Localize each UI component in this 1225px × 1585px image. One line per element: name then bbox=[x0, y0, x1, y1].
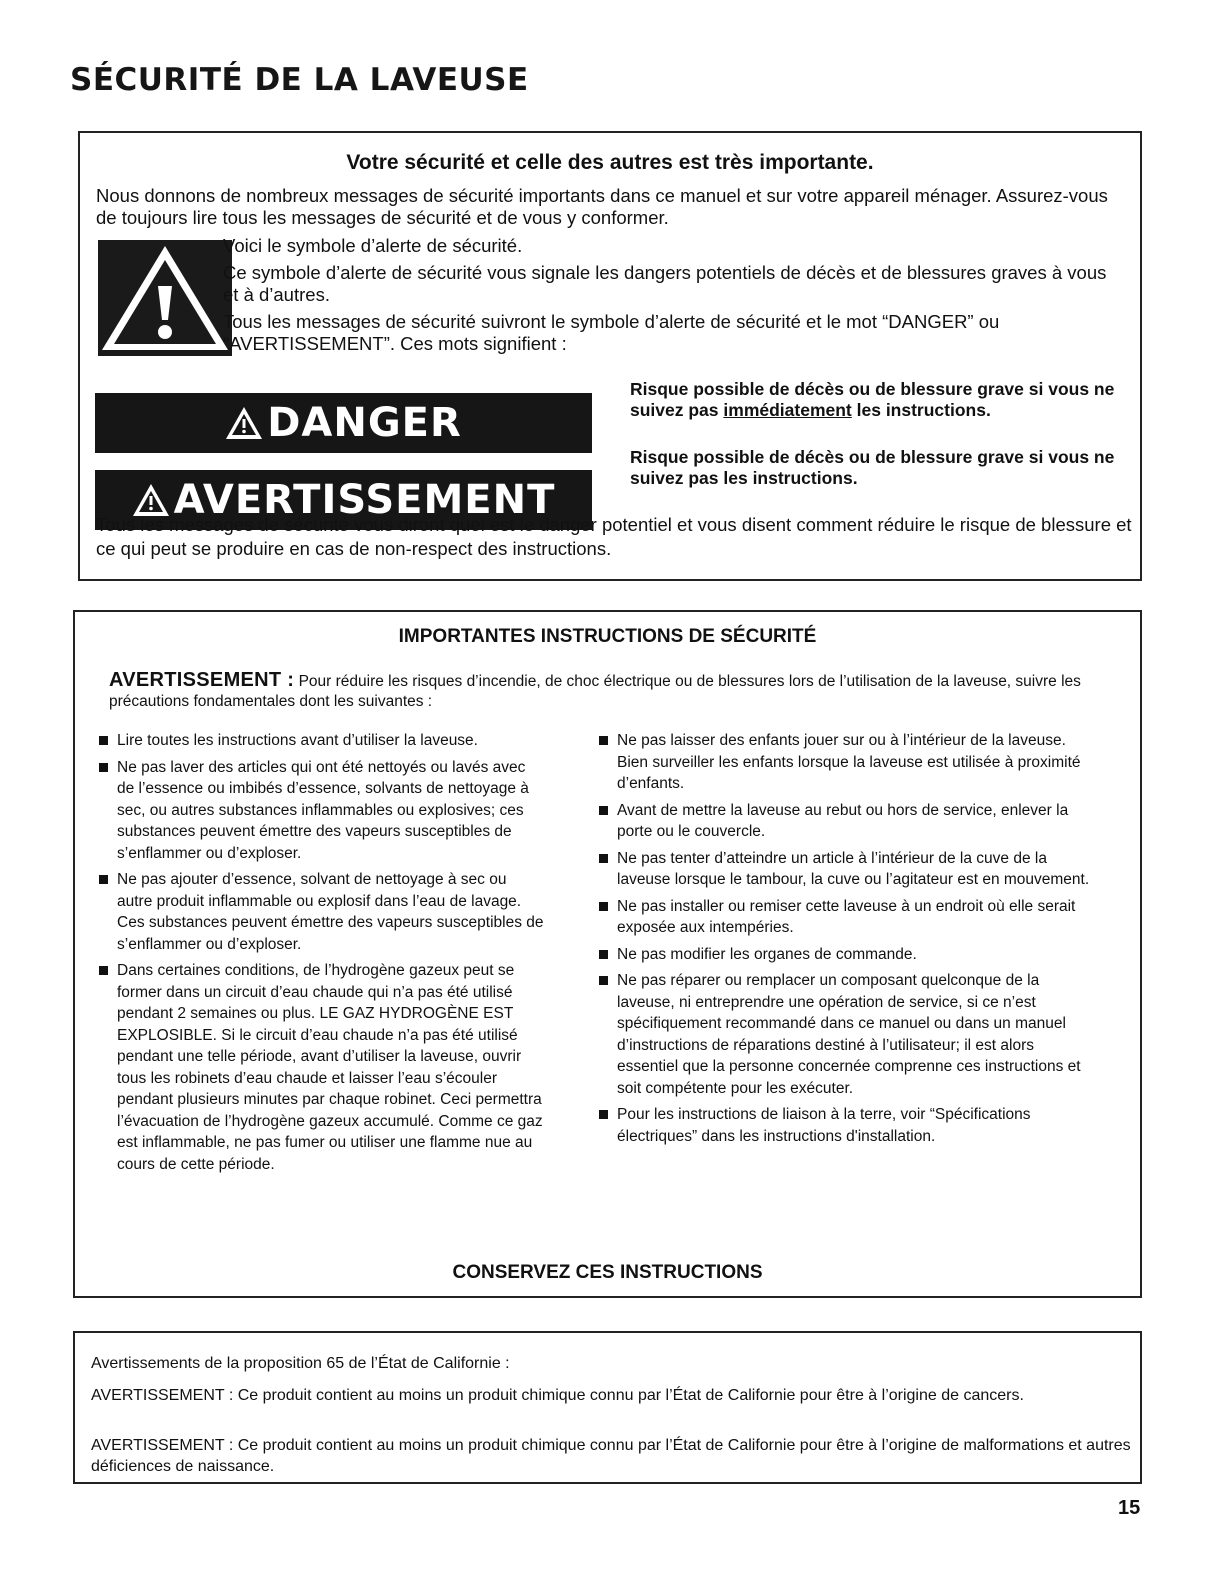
page-number: 15 bbox=[1118, 1497, 1141, 1519]
bullet-icon bbox=[599, 976, 608, 985]
list-item: Ne pas laver des articles qui ont été nettoyés ou lavés avec de l’essence ou imbibés d’essence, solvants de nettoyage à sec, ou autres substances inflammables ou explosives; ces substances peuvent émettre des vapeurs susceptibles de s’enflammer ou d’exploser. bbox=[95, 757, 545, 865]
bullet-icon bbox=[99, 736, 108, 745]
instructions-warning-label: AVERTISSEMENT : bbox=[109, 669, 295, 691]
safety-intro: Nous donnons de nombreux messages de sécurité importants dans ce manuel et sur votre appareil ménager. Assurez-vous de toujours lire tous les messages de sécurité et de vous y conformer. bbox=[96, 185, 1108, 228]
danger-description bbox=[630, 379, 1130, 421]
bullet-icon bbox=[99, 966, 108, 975]
warning-description: Risque possible de décès ou de blessure grave si vous ne suivez pas les instructions. bbox=[630, 447, 1115, 488]
prop65-box bbox=[73, 1331, 1142, 1484]
safety-footer: Tous les messages de sécurité vous diront quel est le danger potentiel et vous disent comment réduire le risque de blessure et ce qui peut se produire en cas de non-respect des instructions. bbox=[96, 514, 1132, 559]
bullet-icon bbox=[599, 950, 608, 959]
instructions-warning bbox=[109, 670, 1119, 712]
list-item: Ne pas réparer ou remplacer un composant quelconque de la laveuse, ni entreprendre une opération de service, si ce n’est spécifiquement recommandé dans ce manuel ou dans un manuel d’instructions de réparations destiné à l’utilisateur; il est alors essentiel que la personne concernée comprenne ces instructions et soit compétente pour les exécuter. bbox=[595, 970, 1095, 1099]
list-item: Ne pas modifier les organes de commande. bbox=[595, 944, 1095, 966]
warning-label: AVERTISSEMENT bbox=[173, 477, 556, 523]
list-item: Lire toutes les instructions avant d’utiliser la laveuse. bbox=[95, 730, 545, 752]
bullet-icon bbox=[99, 763, 108, 772]
danger-desc-end: les instructions. bbox=[851, 400, 991, 420]
danger-desc-emphasis: immédiatement bbox=[723, 400, 852, 420]
safety-alert-triangle-icon bbox=[98, 240, 232, 356]
instructions-heading: IMPORTANTES INSTRUCTIONS DE SÉCURITÉ bbox=[398, 626, 817, 647]
list-item: Ne pas laisser des enfants jouer sur ou à l’intérieur de la laveuse. Bien surveiller les enfants lorsque la laveuse est utilisée à proximité d’enfants. bbox=[595, 730, 1095, 795]
danger-banner bbox=[95, 393, 592, 453]
instructions-list-right bbox=[595, 730, 1095, 1152]
bullet-icon bbox=[599, 854, 608, 863]
prop65-cancer-warning: AVERTISSEMENT : Ce produit contient au moins un produit chimique connu par l’État de Californie pour être à l’origine de cancers. bbox=[91, 1387, 1024, 1404]
list-item: Ne pas ajouter d’essence, solvant de nettoyage à sec ou autre produit inflammable ou explosif dans l’eau de lavage. Ces substances peuvent émettre des vapeurs susceptibles de s’enflammer ou d’exploser. bbox=[95, 869, 545, 955]
symbol-line: Voici le symbole d’alerte de sécurité. bbox=[223, 235, 523, 256]
bullet-icon bbox=[599, 806, 608, 815]
alert-triangle-icon bbox=[225, 406, 263, 440]
instructions-list-left bbox=[95, 730, 545, 1180]
important-instructions-box bbox=[73, 610, 1142, 1298]
page-title: SÉCURITÉ DE LA LAVEUSE bbox=[70, 62, 529, 98]
bullet-icon bbox=[599, 736, 608, 745]
list-item: Ne pas tenter d’atteindre un article à l’intérieur de la cuve de la laveuse lorsque le tambour, la cuve ou l’agitateur est en mouvement. bbox=[595, 848, 1095, 891]
danger-label: DANGER bbox=[267, 400, 462, 446]
list-item: Pour les instructions de liaison à la terre, voir “Spécifications électriques” dans les instructions d'installation. bbox=[595, 1104, 1095, 1147]
safety-heading: Votre sécurité et celle des autres est très importante. bbox=[346, 151, 874, 174]
safety-message-box bbox=[78, 131, 1142, 581]
prop65-birth-defect-warning: AVERTISSEMENT : Ce produit contient au moins un produit chimique connu par l’État de Californie pour être à l’origine de malformations et autres déficiences de naissance. bbox=[91, 1437, 1131, 1475]
instructions-warning-text: Pour réduire les risques d’incendie, de choc électrique ou de blessures lors de l’utilisation de la laveuse, suivre les précautions fondamentales dont les suivantes : bbox=[109, 673, 1081, 710]
bullet-icon bbox=[599, 1110, 608, 1119]
list-item: Dans certaines conditions, de l’hydrogène gazeux peut se former dans un circuit d’eau chaude qui n’a pas été utilisé pendant 2 semaines ou plus. LE GAZ HYDROGÈNE EST EXPLOSIBLE. Si le circuit d’eau chaude n’a pas été utilisé pendant une telle période, avant d’utiliser la laveuse, ouvrir tous les robinets d’eau chaude et laisser l’eau s’écouler pendant plusieurs minutes par chaque robinet. Ceci permettra l’évacuation de l’hydrogène gazeux accumulé. Comme ce gaz est inflammable, ne pas fumer ou utiliser une flamme nue au cours de cette période. bbox=[95, 960, 545, 1175]
instructions-footer: CONSERVEZ CES INSTRUCTIONS bbox=[452, 1262, 763, 1283]
symbol-meaning: Ce symbole d’alerte de sécurité vous signale les dangers potentiels de décès et de blessures graves à vous et à d’autres. bbox=[223, 261, 1107, 305]
alert-triangle-icon bbox=[132, 483, 170, 517]
list-item: Ne pas installer ou remiser cette laveuse à un endroit où elle serait exposée aux intempéries. bbox=[595, 896, 1095, 939]
bullet-icon bbox=[599, 902, 608, 911]
prop65-intro: Avertissements de la proposition 65 de l’État de Californie : bbox=[91, 1355, 510, 1372]
list-item: Avant de mettre la laveuse au rebut ou hors de service, enlever la porte ou le couvercle. bbox=[595, 800, 1095, 843]
signal-words-line: Tous les messages de sécurité suivront le symbole d’alerte de sécurité et le mot “DANGER” ou “AVERTISSEMENT”. Ces mots signifient : bbox=[223, 310, 1000, 354]
danger-desc-text: Risque possible de décès ou de blessure grave si vous ne suivez pas bbox=[630, 379, 1115, 420]
bullet-icon bbox=[99, 875, 108, 884]
